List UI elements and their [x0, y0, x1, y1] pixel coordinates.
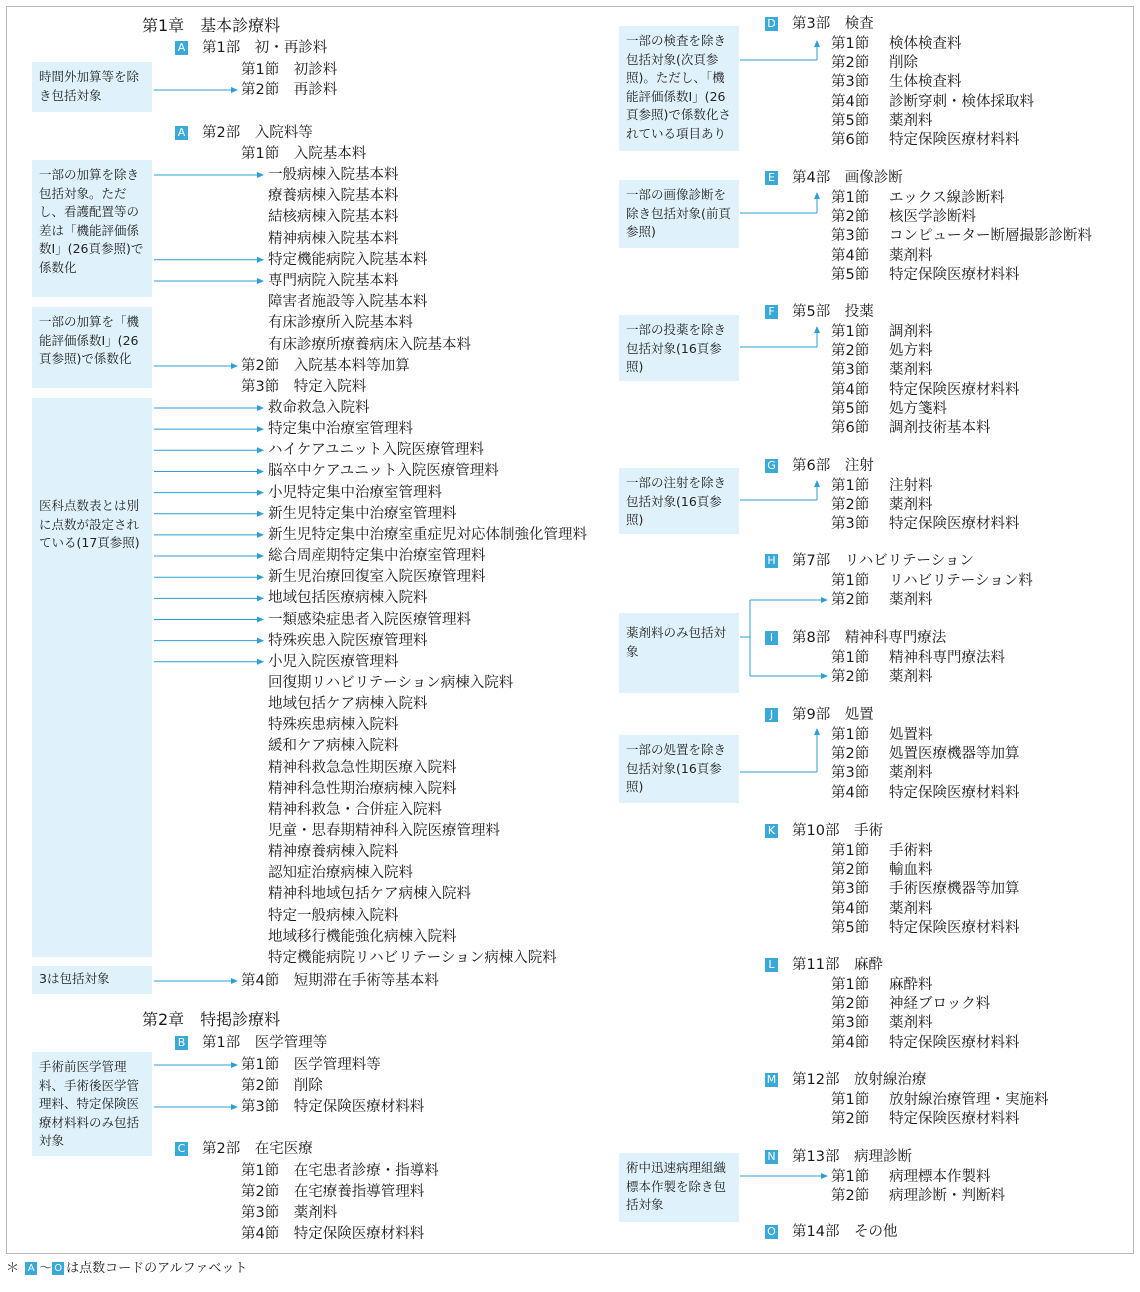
ward-fee-item: 小児特定集中治療室管理料 [268, 484, 442, 501]
part-code-badge: A [175, 126, 188, 140]
section-number: 第5節 [831, 112, 870, 129]
section-name: 輸血料 [889, 862, 933, 879]
part-code-badge: A [175, 41, 188, 55]
section-number: 第2節 [831, 592, 870, 609]
section-number: 第1節 [831, 650, 870, 666]
ward-fee-item: 特定集中治療室管理料 [268, 421, 413, 438]
section-number: 第3節 [831, 881, 870, 898]
left-part-title: 第2部 在宅医療 [202, 1141, 313, 1157]
ward-fee-item: 特定一般病棟入院料 [268, 907, 399, 924]
section-number: 第1節 [831, 36, 870, 52]
section-label: 第1節 入院基本料 [241, 146, 367, 162]
arrow-head [257, 511, 264, 517]
section-number: 第2節 [831, 1188, 870, 1205]
ward-fee-item: 特殊疾患入院医療管理料 [268, 632, 428, 649]
section-number: 第4節 [831, 93, 870, 110]
arrow-head [257, 659, 264, 665]
right-part-title: 第12部 放射線治療 [792, 1072, 927, 1088]
arrow-head [231, 978, 238, 984]
arrow-head [814, 192, 820, 199]
ward-fee-item: 地域包括ケア病棟入院料 [268, 696, 428, 713]
section-number: 第1節 [831, 727, 870, 743]
part-code-badge: L [765, 958, 778, 972]
arrow-head [231, 1104, 238, 1110]
right-note: 術中迅速病理組織標本作製を除き包括対象 [619, 1153, 739, 1222]
ward-fee-item: 脳卒中ケアユニット入院医療管理料 [268, 463, 499, 480]
section-number: 第5節 [831, 919, 870, 936]
ward-fee-item: 回復期リハビリテーション病棟入院料 [268, 674, 514, 691]
right-part-title: 第10部 手術 [792, 823, 883, 839]
section-name: 処置料 [889, 727, 933, 743]
right-part-title: 第13部 病理診断 [792, 1149, 912, 1165]
chapter-2-title: 第2章 特掲診療料 [142, 1010, 281, 1029]
left-note: 医科点数表とは別に点数が設定されている(17頁参照) [32, 398, 152, 957]
part-code-badge: E [765, 171, 778, 185]
left-note: 一部の加算を除き包括対象。ただし、看護配置等の差は「機能評価係数Ⅰ」(26頁参照)で係数化 [32, 160, 152, 297]
section-number: 第1節 [831, 843, 870, 859]
arrow-head [257, 257, 264, 263]
section-name: 薬剤料 [889, 362, 933, 379]
ward-fee-item: 新生児特定集中治療室管理料 [268, 505, 457, 522]
ward-fee-item: 小児入院医療管理料 [268, 653, 399, 670]
section-number: 第1節 [831, 478, 870, 494]
section-name: 特定保険医療材料料 [889, 919, 1020, 936]
right-note: 一部の検査を除き包括対象(次頁参照)。ただし、「機能評価係数Ⅰ」(26頁参照)で係数化されている項目あり [619, 26, 739, 151]
section-label: 第4節 短期滞在手術等基本料 [241, 973, 439, 989]
section-number: 第3節 [831, 74, 870, 91]
section-name: 処方料 [889, 343, 933, 360]
right-part-title: 第5部 投薬 [792, 304, 874, 320]
ward-fee-item: 認知症治療病棟入院料 [268, 865, 413, 882]
arrow-head [821, 673, 828, 679]
section-number: 第1節 [831, 573, 870, 589]
arrow-head [257, 553, 264, 559]
section-name: 診断穿刺・検体採取料 [889, 93, 1034, 110]
arrow-head [821, 1173, 828, 1179]
section-name: 病理標本作製料 [889, 1169, 991, 1185]
section-name: 薬剤料 [889, 247, 933, 264]
footnote-badge-a: A [25, 1262, 37, 1275]
ward-fee-item: 精神科救急急性期医療入院料 [268, 759, 457, 776]
ward-fee-item: 特殊疾患病棟入院料 [268, 717, 399, 734]
section-label: 第1節 医学管理料等 [241, 1057, 381, 1073]
section-name: 特定保険医療材料料 [889, 1034, 1020, 1051]
section-name: 削除 [889, 55, 918, 72]
part-code-badge: F [765, 305, 778, 319]
arrow-head [257, 468, 264, 474]
section-label: 第1節 初診料 [241, 62, 338, 78]
section-number: 第6節 [831, 132, 870, 148]
ward-fee-item: 精神病棟入院基本料 [268, 230, 399, 247]
section-label: 第2節 在宅療養指導管理料 [241, 1184, 425, 1200]
part-code-badge: J [765, 708, 778, 722]
section-name: 特定保険医療材料料 [889, 516, 1020, 533]
section-label: 第2節 入院基本料等加算 [241, 358, 410, 374]
section-name: 注射料 [889, 478, 933, 494]
section-name: 特定保険医療材料料 [889, 132, 1020, 148]
section-number: 第2節 [831, 1111, 870, 1128]
ward-fee-item: 精神療養病棟入院料 [268, 844, 399, 861]
ward-fee-item: 精神科救急・合併症入院料 [268, 801, 442, 818]
right-part-title: 第11部 麻酔 [792, 957, 883, 973]
section-number: 第2節 [831, 862, 870, 879]
arrow-head [814, 480, 820, 487]
ward-fee-item: 新生児治療回復室入院医療管理料 [268, 569, 486, 586]
part-code-badge: M [766, 1073, 777, 1086]
ward-fee-item: 新生児特定集中治療室重症児対応体制強化管理料 [268, 526, 587, 543]
right-note: 一部の注射を除き包括対象(16頁参照) [619, 468, 739, 534]
right-part-title: 第4部 画像診断 [792, 170, 903, 186]
section-number: 第1節 [831, 1169, 870, 1185]
ward-fee-item: 専門病院入院基本料 [268, 273, 399, 289]
section-number: 第2節 [831, 669, 870, 686]
chapter-1-title: 第1章 基本診療料 [142, 16, 281, 35]
arrow-head [821, 597, 828, 603]
arrow-head [257, 405, 264, 411]
section-name: 薬剤料 [889, 1015, 933, 1032]
section-name: コンピューター断層撮影診断料 [889, 228, 1092, 245]
section-name: リハビリテーション料 [889, 573, 1033, 589]
right-note: 一部の投薬を除き包括対象(16頁参照) [619, 315, 739, 381]
ward-fee-item: 地域包括医療病棟入院料 [268, 590, 428, 607]
section-number: 第4節 [831, 247, 870, 264]
section-number: 第5節 [831, 266, 870, 283]
section-name: 処置医療機器等加算 [889, 746, 1020, 763]
section-number: 第1節 [831, 1092, 870, 1108]
section-name: 放射線治療管理・実施料 [889, 1092, 1049, 1108]
section-number: 第2節 [831, 996, 870, 1013]
section-number: 第1節 [831, 190, 870, 206]
section-number: 第3節 [831, 228, 870, 245]
section-name: 薬剤料 [889, 669, 933, 686]
footnote-tilde: 〜 [39, 1261, 53, 1276]
section-name: 処方箋料 [889, 400, 947, 417]
section-number: 第4節 [831, 1034, 870, 1051]
section-name: エックス線診断料 [889, 190, 1005, 206]
section-name: 手術料 [889, 843, 933, 859]
arrow-head [814, 326, 820, 333]
section-name: 薬剤料 [889, 592, 933, 609]
arrow-head [257, 490, 264, 496]
section-number: 第2節 [831, 55, 870, 72]
section-name: 特定保険医療材料料 [889, 381, 1020, 398]
right-part-title: 第8部 精神科専門療法 [792, 630, 947, 646]
part-code-badge: G [765, 459, 778, 473]
right-note: 薬剤料のみ包括対象 [619, 613, 739, 693]
section-number: 第3節 [831, 516, 870, 533]
part-code-badge: K [765, 824, 778, 838]
arrow-head [257, 638, 264, 644]
section-label: 第2節 再診料 [241, 82, 338, 98]
section-label: 第4節 特定保険医療材料料 [241, 1226, 425, 1242]
ward-fee-item: 緩和ケア病棟入院料 [268, 738, 399, 755]
ward-fee-item: ハイケアユニット入院医療管理料 [268, 442, 484, 459]
arrow-head [231, 87, 238, 93]
ward-fee-item: 総合周産期特定集中治療室管理料 [268, 548, 486, 565]
arrow-head [257, 278, 264, 284]
ward-fee-item: 特定機能病院リハビリテーション病棟入院料 [268, 949, 557, 966]
section-label: 第3節 特定保険医療材料料 [241, 1099, 425, 1115]
ward-fee-item: 一般病棟入院基本料 [268, 167, 399, 183]
ward-fee-item: 結核病棟入院基本料 [268, 209, 399, 226]
section-label: 第1節 在宅患者診療・指導料 [241, 1163, 439, 1179]
section-name: 病理診断・判断料 [889, 1188, 1005, 1205]
arrow-head [231, 363, 238, 369]
part-code-badge: H [765, 554, 778, 568]
arrow-head [257, 447, 264, 453]
section-name: 調剤料 [889, 324, 933, 340]
arrow-head [257, 617, 264, 623]
left-note: 時間外加算等を除き包括対象 [32, 62, 152, 112]
right-part-title: 第14部 その他 [792, 1224, 898, 1240]
right-part-title: 第7部 リハビリテーション [792, 553, 974, 569]
arrow-head [257, 426, 264, 432]
section-number: 第2節 [831, 209, 870, 226]
left-note: 手術前医学管理料、手術後医学管理料、特定保険医療材料料のみ包括対象 [32, 1052, 152, 1156]
footnote-mark: ＊ [6, 1261, 20, 1276]
ward-fee-item: 療養病棟入院基本料 [268, 188, 399, 205]
section-number: 第3節 [831, 765, 870, 782]
section-number: 第1節 [831, 324, 870, 340]
section-name: 検体検査料 [889, 36, 962, 52]
section-name: 精神科専門療法料 [889, 650, 1005, 666]
left-part-title: 第1部 医学管理等 [202, 1035, 328, 1051]
arrow-head [257, 574, 264, 580]
left-part-title: 第2部 入院料等 [202, 125, 313, 141]
section-number: 第2節 [831, 746, 870, 763]
section-label: 第2節 削除 [241, 1078, 323, 1094]
arrow-head [257, 595, 264, 601]
ward-fee-item: 児童・思春期精神科入院医療管理料 [268, 823, 500, 839]
section-name: 薬剤料 [889, 112, 933, 129]
ward-fee-item: 精神科地域包括ケア病棟入院料 [268, 886, 471, 903]
arrow-head [814, 728, 820, 735]
right-part-title: 第6部 注射 [792, 458, 874, 474]
ward-fee-item: 有床診療所療養病床入院基本料 [268, 336, 471, 353]
ward-fee-item: 特定機能病院入院基本料 [268, 251, 428, 268]
section-number: 第3節 [831, 1015, 870, 1032]
section-name: 核医学診断料 [889, 209, 976, 226]
section-name: 手術医療機器等加算 [889, 881, 1020, 898]
footnote-badge-o: O [52, 1262, 64, 1275]
part-code-badge: C [175, 1142, 188, 1156]
right-note: 一部の画像診断を除き包括対象(前頁参照) [619, 180, 739, 248]
section-name: 薬剤料 [889, 900, 933, 917]
part-code-badge: B [175, 1036, 188, 1050]
section-number: 第2節 [831, 497, 870, 514]
section-name: 神経ブロック料 [889, 996, 991, 1013]
footnote [6, 1260, 247, 1278]
ward-fee-item: 有床診療所入院基本料 [268, 315, 413, 332]
ward-fee-item: 精神科急性期治療病棟入院料 [268, 780, 457, 797]
section-number: 第6節 [831, 420, 870, 436]
right-part-title: 第3部 検査 [792, 16, 874, 32]
section-number: 第1節 [831, 977, 870, 993]
section-name: 特定保険医療材料料 [889, 266, 1020, 283]
section-name: 薬剤料 [889, 765, 933, 782]
section-name: 特定保険医療材料料 [889, 784, 1020, 801]
section-name: 薬剤料 [889, 497, 933, 514]
right-note: 一部の処置を除き包括対象(16頁参照) [619, 735, 739, 803]
footnote-text: は点数コードのアルファベット [66, 1261, 248, 1276]
ward-fee-item: 障害者施設等入院基本料 [268, 294, 428, 311]
section-name: 調剤技術基本料 [889, 420, 991, 436]
ward-fee-item: 救命救急入院料 [268, 400, 370, 416]
section-label: 第3節 薬剤料 [241, 1205, 338, 1221]
section-name: 特定保険医療材料料 [889, 1111, 1020, 1128]
arrow-head [257, 532, 264, 538]
arrow-head [231, 1062, 238, 1068]
arrow-head [814, 40, 820, 47]
section-number: 第3節 [831, 362, 870, 379]
section-name: 麻酔料 [889, 977, 933, 993]
part-code-badge: N [765, 1150, 778, 1164]
part-code-badge: D [765, 17, 778, 31]
right-part-title: 第9部 処置 [792, 707, 874, 723]
section-number: 第4節 [831, 381, 870, 398]
arrow-head [257, 172, 264, 178]
section-label: 第3節 特定入院料 [241, 379, 367, 395]
section-number: 第2節 [831, 343, 870, 360]
part-code-badge: O [765, 1225, 778, 1239]
section-number: 第5節 [831, 400, 870, 417]
section-number: 第4節 [831, 784, 870, 801]
ward-fee-item: 地域移行機能強化病棟入院料 [268, 928, 457, 945]
section-name: 生体検査料 [889, 74, 962, 91]
section-number: 第4節 [831, 900, 870, 917]
part-code-badge: I [765, 631, 778, 645]
left-note: 3は包括対象 [32, 966, 152, 994]
left-note: 一部の加算を「機能評価係数Ⅰ」(26頁参照)で係数化 [32, 307, 152, 388]
left-part-title: 第1部 初・再診料 [202, 40, 328, 56]
ward-fee-item: 一類感染症患者入院医療管理料 [268, 611, 471, 628]
